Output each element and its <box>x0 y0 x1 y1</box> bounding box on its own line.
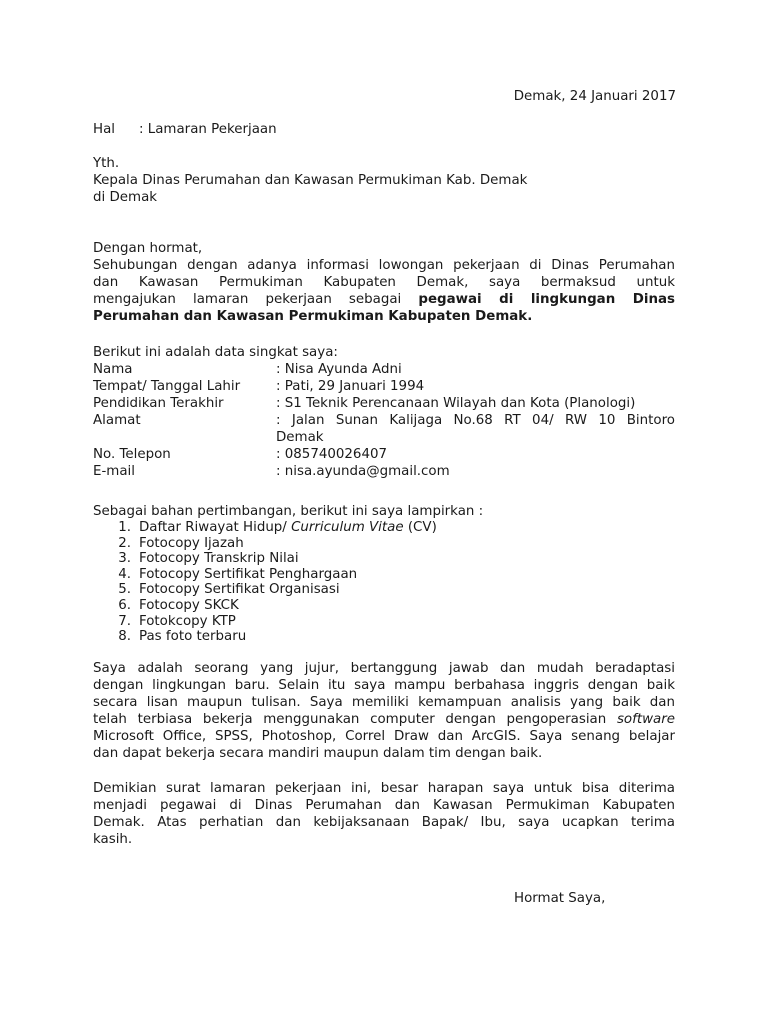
recipient-greeting: Yth. <box>93 156 120 171</box>
address-line: Demak <box>276 430 324 445</box>
data-row-birth <box>93 378 675 395</box>
list-number: 1. <box>118 520 131 535</box>
paragraph-line: menjadi pegawai di Dinas Perumahan dan Kawasan Permukiman Kabupaten <box>93 798 675 813</box>
opening-line <box>93 291 675 308</box>
list-number: 2. <box>118 535 131 551</box>
position-emphasis: pegawai di lingkungan Dinas <box>418 292 675 307</box>
list-item <box>93 551 675 567</box>
paragraph-line: Demak. Atas perhatian dan kebijaksanaan Bapak/ Ibu, saya ucapkan terima <box>93 815 675 830</box>
list-text-italic: Curriculum Vitae <box>291 520 404 535</box>
data-intro: Berikut ini adalah data singkat saya: <box>93 345 338 360</box>
paragraph-italic: software <box>616 712 675 727</box>
list-text: Fotocopy Transkrip Nilai <box>139 551 299 567</box>
salutation: Dengan hormat, <box>93 241 203 256</box>
data-row-education <box>93 395 675 412</box>
paragraph-line: dan dapat bekerja secara mandiri maupun dalam tim dengan baik. <box>93 746 543 761</box>
list-number: 3. <box>118 551 131 567</box>
list-text-part: Daftar Riwayat Hidup/ <box>139 520 292 535</box>
recipient-block <box>93 155 683 206</box>
list-item <box>93 520 675 536</box>
field-label: E-mail <box>93 464 135 479</box>
list-number: 5. <box>118 582 131 598</box>
list-item <box>93 598 675 614</box>
paragraph-line: Microsoft Office, SPSS, Photoshop, Correl Draw dan ArcGIS. Saya senang belajar <box>93 729 675 744</box>
recipient-location: di Demak <box>93 190 158 205</box>
subject-line <box>93 121 277 138</box>
attachments-intro: Sebagai bahan pertimbangan, berikut ini saya lampirkan : <box>93 504 484 519</box>
subject-label: Hal <box>93 122 115 137</box>
list-text: Pas foto terbaru <box>139 629 247 645</box>
data-row-name <box>93 361 675 378</box>
field-value: : nisa.ayunda@gmail.com <box>276 464 450 479</box>
subject-value: : Lamaran Pekerjaan <box>139 122 277 137</box>
opening-text: mengajukan lamaran pekerjaan sebagai <box>93 292 419 307</box>
list-item <box>93 567 675 583</box>
field-value: : S1 Teknik Perencanaan Wilayah dan Kota (Planologi) <box>276 396 636 411</box>
paragraph-line: dengan lingkungan baru. Selain itu saya mampu berbahasa inggris dengan baik <box>93 678 675 693</box>
list-text: Fotocopy SKCK <box>139 597 239 613</box>
list-number: 8. <box>118 629 131 645</box>
list-number: 7. <box>118 613 131 629</box>
letter-date: Demak, 24 Januari 2017 <box>513 89 676 104</box>
field-value: : 085740026407 <box>276 447 388 462</box>
attachments-block <box>93 503 675 645</box>
paragraph-line: Demikian surat lamaran pekerjaan ini, besar harapan saya untuk bisa diterima <box>93 781 675 796</box>
opening-line: Sehubungan dengan adanya informasi lowongan pekerjaan di Dinas Perumahan <box>93 258 675 273</box>
list-number: 6. <box>118 597 131 613</box>
personal-data <box>93 344 675 480</box>
data-row-email <box>93 463 675 480</box>
field-label: No. Telepon <box>93 447 171 462</box>
data-row-address <box>93 412 675 446</box>
paragraph-line <box>93 711 675 728</box>
paragraph-line: kasih. <box>93 832 133 847</box>
list-text: Fotokcopy KTP <box>139 613 236 629</box>
field-label: Pendidikan Terakhir <box>93 396 224 411</box>
closing-paragraph <box>93 780 675 848</box>
field-label: Tempat/ Tanggal Lahir <box>93 379 241 394</box>
field-value: : Nisa Ayunda Adni <box>276 362 402 377</box>
list-text: Fotocopy Ijazah <box>139 535 244 551</box>
list-item <box>93 582 675 598</box>
list-text <box>139 520 437 536</box>
list-number: 4. <box>118 566 131 582</box>
field-label: Alamat <box>93 413 141 428</box>
opening-line: dan Kawasan Permukiman Kabupaten Demak, saya bermaksud untuk <box>93 275 675 290</box>
list-item <box>93 614 675 630</box>
paragraph-text: telah terbiasa bekerja menggunakan computer dengan pengoperasian <box>93 712 617 727</box>
paragraph-line: secara lisan maupun tulisan. Saya memiliki kemampuan analisis yang baik dan <box>93 695 675 710</box>
list-item <box>93 536 675 552</box>
list-text: Fotocopy Sertifikat Penghargaan <box>139 566 358 582</box>
list-item <box>93 629 675 645</box>
recipient-line: Kepala Dinas Perumahan dan Kawasan Permukiman Kab. Demak <box>93 173 528 188</box>
about-paragraph <box>93 660 675 762</box>
field-value <box>276 412 675 446</box>
opening-paragraph <box>93 240 675 325</box>
position-emphasis: Perumahan dan Kawasan Permukiman Kabupaten Demak. <box>93 309 533 324</box>
attachments-list <box>93 520 675 645</box>
paragraph-line: Saya adalah seorang yang jujur, bertanggung jawab dan mudah beradaptasi <box>93 661 675 676</box>
signoff: Hormat Saya, <box>514 891 606 906</box>
field-value: : Pati, 29 Januari 1994 <box>276 379 425 394</box>
list-text-part: (CV) <box>403 520 437 535</box>
field-label: Nama <box>93 362 133 377</box>
address-line: : Jalan Sunan Kalijaga No.68 RT 04/ RW 10 Bintoro <box>276 413 675 428</box>
list-text: Fotocopy Sertifikat Organisasi <box>139 582 340 598</box>
opening-line <box>93 308 675 325</box>
data-row-phone <box>93 446 675 463</box>
